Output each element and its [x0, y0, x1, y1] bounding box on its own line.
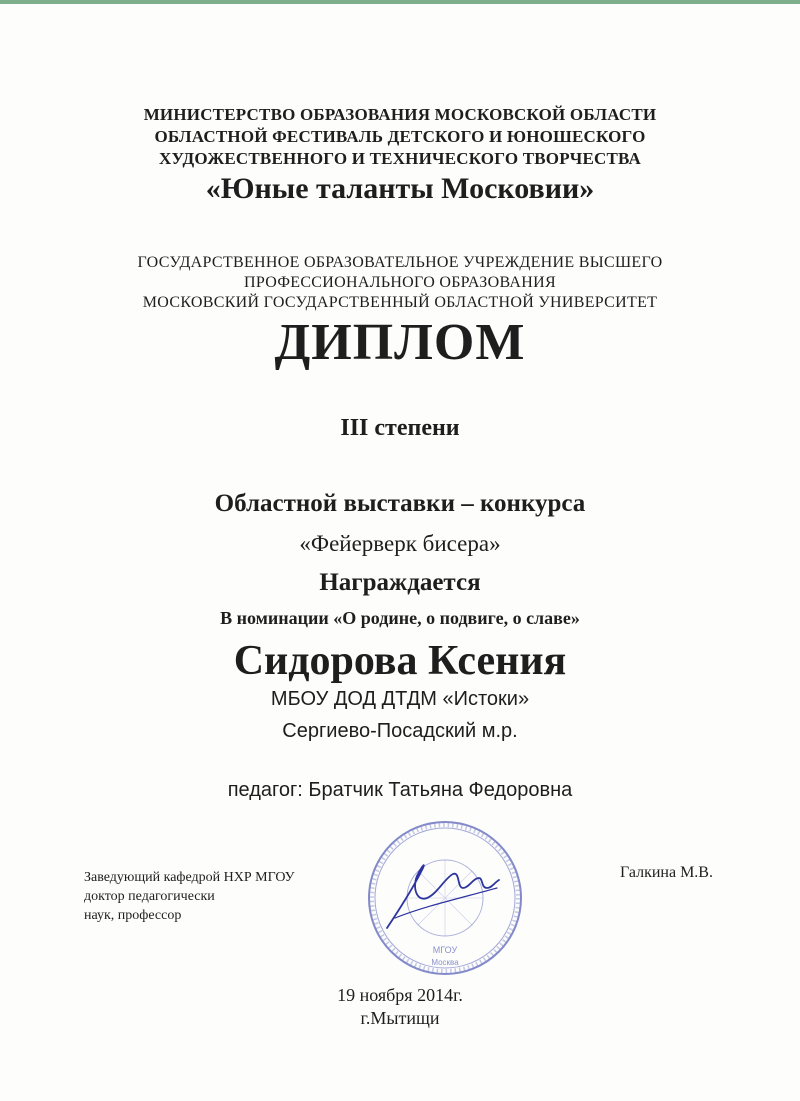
- stamp-city: Москва: [431, 958, 459, 967]
- contest-title: Областной выставки – конкурса: [214, 490, 586, 517]
- diploma-degree: III степени: [340, 415, 460, 441]
- contest-name: «Фейерверк бисера»: [299, 531, 501, 556]
- signatory-title: [84, 868, 295, 925]
- handwritten-signature: [387, 865, 499, 928]
- institution-line1: ГОСУДАРСТВЕННОЕ ОБРАЗОВАТЕЛЬНОЕ УЧРЕЖДЕНИЕ ВЫСШЕГО: [137, 254, 663, 271]
- signatory-title-line3: наук, профессор: [84, 908, 182, 923]
- institution-line2: ПРОФЕССИОНАЛЬНОГО ОБРАЗОВАНИЯ: [244, 274, 556, 291]
- ministry-heading: МИНИСТЕРСТВО ОБРАЗОВАНИЯ МОСКОВСКОЙ ОБЛАСТИ: [143, 105, 657, 124]
- issue-city: г.Мытищи: [360, 1008, 440, 1028]
- issue-date: 19 ноября 2014г.: [337, 985, 463, 1005]
- festival-heading-line1: ОБЛАСТНОЙ ФЕСТИВАЛЬ ДЕТСКОГО И ЮНОШЕСКОГО: [154, 127, 646, 146]
- institution-line3: МОСКОВСКИЙ ГОСУДАРСТВЕННЫЙ ОБЛАСТНОЙ УНИВЕРСИТЕТ: [142, 294, 658, 311]
- winner-school: МБОУ ДОД ДТДМ «Истоки»: [270, 688, 530, 710]
- festival-name: «Юные таланты Московии»: [205, 172, 595, 205]
- signatory-title-line2: доктор педагогически: [84, 889, 215, 904]
- official-stamp: [365, 818, 525, 978]
- winner-name: Сидорова Ксения: [233, 638, 567, 684]
- festival-heading-line2: ХУДОЖЕСТВЕННОГО И ТЕХНИЧЕСКОГО ТВОРЧЕСТВА: [159, 149, 641, 168]
- stamp-abbreviation: МГОУ: [432, 945, 458, 955]
- awarded-label: Награждается: [319, 569, 481, 596]
- winner-district: Сергиево-Посадский м.р.: [282, 720, 518, 742]
- diploma-title: ДИПЛОМ: [274, 314, 526, 371]
- signatory-name: Галкина М.В.: [620, 864, 713, 881]
- scan-edge-stripe: [0, 0, 800, 4]
- nomination: В номинации «О родине, о подвиге, о славе»: [220, 608, 580, 628]
- signatory-title-line1: Заведующий кафедрой НХР МГОУ: [84, 870, 295, 885]
- teacher-name: педагог: Братчик Татьяна Федоровна: [227, 779, 573, 801]
